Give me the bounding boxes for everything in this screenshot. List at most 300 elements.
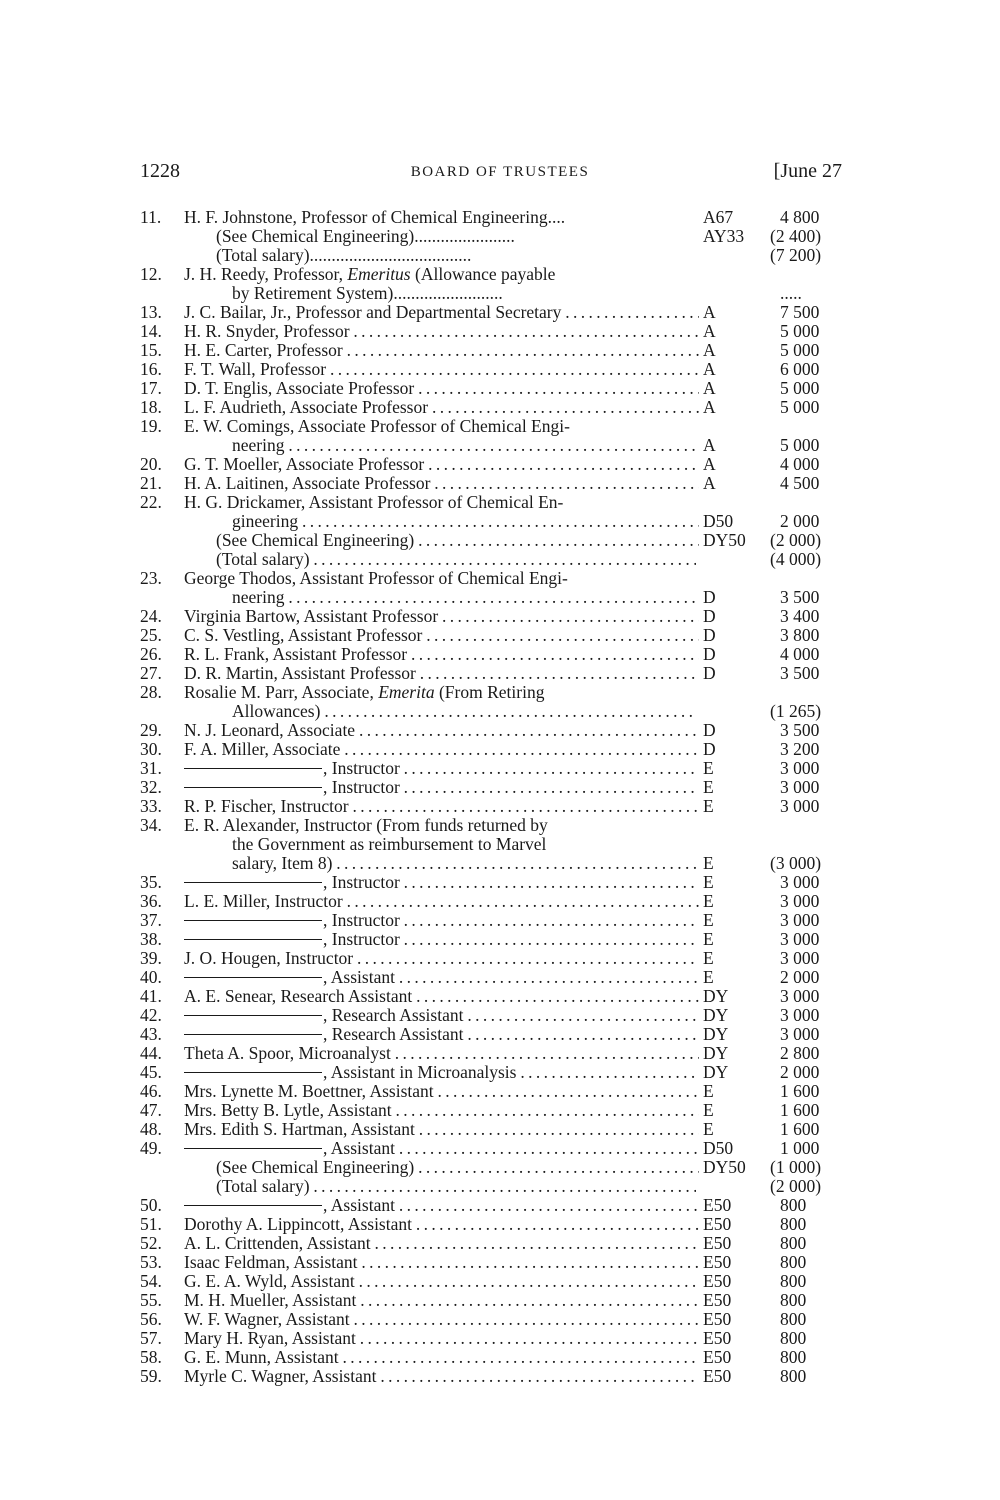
salary-amount: 5 000 <box>780 378 820 398</box>
list-item <box>140 550 860 569</box>
budget-code: E <box>703 872 714 892</box>
item-label: H. E. Carter, Professor <box>184 341 343 360</box>
salary-amount: 5 000 <box>780 435 820 455</box>
list-item <box>140 1215 860 1234</box>
list-item <box>140 1253 860 1272</box>
budget-code: A <box>703 435 716 455</box>
item-number: 28. <box>140 682 162 702</box>
budget-code: A <box>703 340 716 360</box>
item-number: 54. <box>140 1271 162 1291</box>
salary-amount: 3 000 <box>780 948 820 968</box>
item-text <box>184 1234 699 1253</box>
salary-amount: 3 500 <box>780 663 820 683</box>
item-number: 44. <box>140 1043 162 1063</box>
list-item <box>140 683 860 702</box>
item-text <box>184 626 699 645</box>
list-item <box>140 360 860 379</box>
salary-amount: (2 400) <box>770 226 822 246</box>
item-text <box>232 512 699 531</box>
budget-code: A <box>703 397 716 417</box>
budget-code: DY50 <box>703 1157 746 1177</box>
list-item <box>140 835 860 854</box>
item-text <box>184 1063 699 1082</box>
item-label: (See Chemical Engineering) <box>216 1158 415 1177</box>
list-item <box>140 1234 860 1253</box>
item-label: L. F. Audrieth, Associate Professor <box>184 398 429 417</box>
item-text <box>216 531 699 550</box>
budget-code: E50 <box>703 1252 732 1272</box>
salary-amount: (7 200) <box>770 245 822 265</box>
salary-amount: 2 800 <box>780 1043 820 1063</box>
item-number: 53. <box>140 1252 162 1272</box>
budget-code: A <box>703 378 716 398</box>
item-text <box>232 854 699 873</box>
item-text <box>184 740 699 759</box>
item-label: J. H. Reedy, Professor, Emeritus (Allowance payable <box>184 265 556 284</box>
item-text <box>184 968 699 987</box>
list-item <box>140 626 860 645</box>
item-number: 27. <box>140 663 162 683</box>
salary-amount: 1 600 <box>780 1081 820 1101</box>
salary-amount: 800 <box>780 1328 807 1348</box>
blank-name-line <box>184 920 322 921</box>
budget-code: D50 <box>703 1138 734 1158</box>
list-item <box>140 246 860 265</box>
item-label: gineering <box>232 512 299 531</box>
list-item <box>140 1006 860 1025</box>
list-item <box>140 911 860 930</box>
budget-code: E <box>703 929 714 949</box>
item-number: 20. <box>140 454 162 474</box>
list-item <box>140 607 860 626</box>
list-item <box>140 1044 860 1063</box>
list-item <box>140 531 860 550</box>
salary-amount: 3 500 <box>780 587 820 607</box>
budget-code: D <box>703 644 716 664</box>
budget-code: A <box>703 454 716 474</box>
budget-code: D <box>703 606 716 626</box>
list-item <box>140 664 860 683</box>
salary-amount: 5 000 <box>780 321 820 341</box>
salary-amount: ..... <box>780 283 802 303</box>
salary-amount: 2 000 <box>780 511 820 531</box>
item-number: 58. <box>140 1347 162 1367</box>
item-number: 16. <box>140 359 162 379</box>
item-label: E. W. Comings, Associate Professor of Chemical Engi- <box>184 417 570 436</box>
list-item <box>140 721 860 740</box>
budget-code: E50 <box>703 1366 732 1386</box>
item-label: G. E. A. Wyld, Assistant <box>184 1272 355 1291</box>
item-number: 55. <box>140 1290 162 1310</box>
item-label: , Research Assistant <box>323 1025 464 1044</box>
salary-amount: (3 000) <box>770 853 822 873</box>
salary-amount: 800 <box>780 1309 807 1329</box>
item-label: Virginia Bartow, Assistant Professor <box>184 607 439 626</box>
item-number: 51. <box>140 1214 162 1234</box>
item-label: J. O. Hougen, Instructor <box>184 949 354 968</box>
item-number: 35. <box>140 872 162 892</box>
item-label: , Assistant in Microanalysis <box>323 1063 517 1082</box>
item-text <box>184 1291 699 1310</box>
item-number: 59. <box>140 1366 162 1386</box>
item-text <box>184 398 699 417</box>
budget-code: E50 <box>703 1328 732 1348</box>
list-item <box>140 854 860 873</box>
item-text <box>184 379 699 398</box>
list-item <box>140 987 860 1006</box>
item-text <box>184 417 696 436</box>
item-label: (See Chemical Engineering)....................... <box>216 227 515 246</box>
budget-code: A <box>703 359 716 379</box>
salary-amount: 1 600 <box>780 1100 820 1120</box>
item-number: 38. <box>140 929 162 949</box>
item-number: 50. <box>140 1195 162 1215</box>
budget-code: A <box>703 473 716 493</box>
salary-amount: 4 000 <box>780 644 820 664</box>
item-number: 52. <box>140 1233 162 1253</box>
salary-amount: 5 000 <box>780 340 820 360</box>
item-number: 32. <box>140 777 162 797</box>
list-item <box>140 208 860 227</box>
item-text <box>184 778 699 797</box>
item-text <box>184 949 699 968</box>
item-number: 43. <box>140 1024 162 1044</box>
item-label: G. E. Munn, Assistant <box>184 1348 339 1367</box>
item-text <box>184 645 699 664</box>
item-text <box>184 987 699 1006</box>
item-label: J. C. Bailar, Jr., Professor and Departmental Secretary <box>184 303 562 322</box>
budget-code: DY <box>703 1062 729 1082</box>
salary-amount: 1 000 <box>780 1138 820 1158</box>
list-item <box>140 417 860 436</box>
blank-name-line <box>184 1034 322 1035</box>
budget-code: E <box>703 1100 714 1120</box>
item-number: 15. <box>140 340 162 360</box>
list-item <box>140 284 860 303</box>
budget-code: D <box>703 739 716 759</box>
budget-code: E <box>703 967 714 987</box>
list-item <box>140 873 860 892</box>
item-number: 19. <box>140 416 162 436</box>
item-text <box>184 455 699 474</box>
item-number: 26. <box>140 644 162 664</box>
salary-amount: 3 200 <box>780 739 820 759</box>
budget-code: E <box>703 948 714 968</box>
budget-code: E <box>703 1081 714 1101</box>
item-text <box>184 607 699 626</box>
item-text <box>184 208 699 227</box>
salary-amount: 2 000 <box>780 1062 820 1082</box>
salary-amount: 1 600 <box>780 1119 820 1139</box>
list-item <box>140 265 860 284</box>
item-number: 21. <box>140 473 162 493</box>
item-number: 42. <box>140 1005 162 1025</box>
list-item <box>140 493 860 512</box>
list-item <box>140 740 860 759</box>
list-item <box>140 303 860 322</box>
budget-code: DY <box>703 1024 729 1044</box>
list-item <box>140 588 860 607</box>
item-number: 48. <box>140 1119 162 1139</box>
item-text <box>184 569 696 588</box>
item-text <box>184 816 696 835</box>
item-text <box>184 1101 699 1120</box>
item-label: H. F. Johnstone, Professor of Chemical Engineering.... <box>184 208 566 227</box>
item-text <box>184 1348 699 1367</box>
item-label: H. G. Drickamer, Assistant Professor of Chemical En- <box>184 493 564 512</box>
list-item <box>140 1025 860 1044</box>
item-number: 45. <box>140 1062 162 1082</box>
item-label: by Retirement System)......................... <box>232 284 503 303</box>
item-number: 57. <box>140 1328 162 1348</box>
item-label: , Assistant <box>323 1139 395 1158</box>
salary-amount: 6 000 <box>780 359 820 379</box>
list-item <box>140 797 860 816</box>
item-number: 36. <box>140 891 162 911</box>
item-text <box>184 1329 699 1348</box>
item-text <box>184 664 699 683</box>
item-number: 22. <box>140 492 162 512</box>
list-item <box>140 1367 860 1386</box>
item-label: L. E. Miller, Instructor <box>184 892 343 911</box>
salary-amount: 7 500 <box>780 302 820 322</box>
budget-code: E <box>703 910 714 930</box>
item-label: A. E. Senear, Research Assistant <box>184 987 413 1006</box>
list-item <box>140 1082 860 1101</box>
salary-amount: 800 <box>780 1271 807 1291</box>
item-text <box>184 930 699 949</box>
item-label: salary, Item 8) <box>232 854 333 873</box>
item-text <box>216 550 696 569</box>
item-text <box>184 1215 699 1234</box>
list-item <box>140 1158 860 1177</box>
salary-amount: 3 000 <box>780 758 820 778</box>
item-text <box>184 341 699 360</box>
budget-code: D50 <box>703 511 734 531</box>
page-date: [June 27 <box>773 160 842 182</box>
salary-amount: 800 <box>780 1290 807 1310</box>
item-number: 37. <box>140 910 162 930</box>
item-text <box>184 360 699 379</box>
item-text <box>184 797 699 816</box>
budget-code: E50 <box>703 1195 732 1215</box>
item-label: George Thodos, Assistant Professor of Chemical Engi- <box>184 569 568 588</box>
item-label: D. R. Martin, Assistant Professor <box>184 664 416 683</box>
list-item <box>140 436 860 455</box>
page-number: 1228 <box>140 160 180 182</box>
item-label: R. P. Fischer, Instructor <box>184 797 349 816</box>
item-label: Theta A. Spoor, Microanalyst <box>184 1044 391 1063</box>
item-number: 13. <box>140 302 162 322</box>
list-item <box>140 455 860 474</box>
item-text <box>184 303 699 322</box>
salary-amount: 5 000 <box>780 397 820 417</box>
list-item <box>140 227 860 246</box>
list-item <box>140 702 860 721</box>
list-item <box>140 512 860 531</box>
list-item <box>140 1139 860 1158</box>
salary-amount: (2 000) <box>770 530 822 550</box>
salary-amount: 3 000 <box>780 796 820 816</box>
item-text <box>232 436 699 455</box>
page-title: BOARD OF TRUSTEES <box>410 164 590 180</box>
item-number: 40. <box>140 967 162 987</box>
item-label: A. L. Crittenden, Assistant <box>184 1234 371 1253</box>
list-item <box>140 1310 860 1329</box>
salary-amount: 800 <box>780 1366 807 1386</box>
item-number: 56. <box>140 1309 162 1329</box>
list-item <box>140 1348 860 1367</box>
item-label: G. T. Moeller, Associate Professor <box>184 455 425 474</box>
item-text <box>232 702 696 721</box>
salary-amount: 800 <box>780 1195 807 1215</box>
list-item <box>140 379 860 398</box>
blank-name-line <box>184 768 322 769</box>
item-number: 46. <box>140 1081 162 1101</box>
item-label: H. R. Snyder, Professor <box>184 322 350 341</box>
item-text <box>216 1158 699 1177</box>
item-label: M. H. Mueller, Assistant <box>184 1291 357 1310</box>
list-item <box>140 474 860 493</box>
item-text <box>184 1120 699 1139</box>
item-label: (See Chemical Engineering) <box>216 531 415 550</box>
item-label: D. T. Englis, Associate Professor <box>184 379 415 398</box>
blank-name-line <box>184 1015 322 1016</box>
budget-code: E <box>703 796 714 816</box>
item-number: 33. <box>140 796 162 816</box>
item-text <box>184 1006 699 1025</box>
salary-amount: 3 800 <box>780 625 820 645</box>
item-number: 23. <box>140 568 162 588</box>
item-label: , Assistant <box>323 968 395 987</box>
item-label: , Assistant <box>323 1196 395 1215</box>
budget-code: E50 <box>703 1233 732 1253</box>
item-label: , Instructor <box>323 911 400 930</box>
item-label: R. L. Frank, Assistant Professor <box>184 645 408 664</box>
list-item <box>140 1291 860 1310</box>
item-text <box>184 1310 699 1329</box>
budget-code: E <box>703 853 714 873</box>
salary-amount: 4 800 <box>780 207 820 227</box>
salary-amount: 3 000 <box>780 910 820 930</box>
item-number: 49. <box>140 1138 162 1158</box>
salary-amount: 3 000 <box>780 1005 820 1025</box>
item-label: , Instructor <box>323 930 400 949</box>
salary-amount: (1 000) <box>770 1157 822 1177</box>
item-label: Isaac Feldman, Assistant <box>184 1253 358 1272</box>
budget-code: E50 <box>703 1347 732 1367</box>
item-text <box>184 1082 699 1101</box>
item-label: Rosalie M. Parr, Associate, Emerita (From Retiring <box>184 683 545 702</box>
item-label: Mary H. Ryan, Assistant <box>184 1329 356 1348</box>
salary-amount: 3 000 <box>780 872 820 892</box>
item-label: F. A. Miller, Associate <box>184 740 341 759</box>
item-number: 29. <box>140 720 162 740</box>
item-text <box>184 721 699 740</box>
item-text <box>184 1044 699 1063</box>
item-text <box>184 322 699 341</box>
budget-code: A <box>703 302 716 322</box>
blank-name-line <box>184 977 322 978</box>
item-number: 30. <box>140 739 162 759</box>
list-item <box>140 569 860 588</box>
budget-code: D <box>703 625 716 645</box>
budget-code: E50 <box>703 1214 732 1234</box>
item-label: neering <box>232 436 285 455</box>
budget-code: DY50 <box>703 530 746 550</box>
budget-code: D <box>703 587 716 607</box>
salary-amount: 3 000 <box>780 1024 820 1044</box>
salary-amount: 3 000 <box>780 929 820 949</box>
list-item <box>140 759 860 778</box>
item-label: H. A. Laitinen, Associate Professor <box>184 474 431 493</box>
blank-name-line <box>184 882 322 883</box>
item-label: W. F. Wagner, Assistant <box>184 1310 350 1329</box>
item-label: (Total salary) <box>216 1177 310 1196</box>
salary-amount: 3 000 <box>780 777 820 797</box>
list-item <box>140 816 860 835</box>
budget-code: E50 <box>703 1309 732 1329</box>
list-item <box>140 1196 860 1215</box>
blank-name-line <box>184 939 322 940</box>
item-label: Mrs. Lynette M. Boettner, Assistant <box>184 1082 434 1101</box>
budget-code: E <box>703 1119 714 1139</box>
item-text <box>184 1025 699 1044</box>
budget-code: E <box>703 891 714 911</box>
salary-amount: 800 <box>780 1233 807 1253</box>
item-text <box>184 265 696 284</box>
list-item <box>140 892 860 911</box>
item-number: 14. <box>140 321 162 341</box>
salary-amount: 2 000 <box>780 967 820 987</box>
item-number: 18. <box>140 397 162 417</box>
list-item <box>140 968 860 987</box>
item-label: N. J. Leonard, Associate <box>184 721 356 740</box>
item-number: 17. <box>140 378 162 398</box>
item-text <box>216 1177 696 1196</box>
salary-amount: 800 <box>780 1347 807 1367</box>
salary-amount: 800 <box>780 1252 807 1272</box>
budget-code: DY <box>703 986 729 1006</box>
budget-code: E <box>703 777 714 797</box>
list-item <box>140 1101 860 1120</box>
salary-amount: 3 000 <box>780 891 820 911</box>
item-label: F. T. Wall, Professor <box>184 360 327 379</box>
item-number: 41. <box>140 986 162 1006</box>
salary-amount: 3 000 <box>780 986 820 1006</box>
list-item <box>140 778 860 797</box>
blank-name-line <box>184 1205 322 1206</box>
item-text <box>184 873 699 892</box>
salary-amount: (2 000) <box>770 1176 822 1196</box>
budget-code: E <box>703 758 714 778</box>
item-label: Dorothy A. Lippincott, Assistant <box>184 1215 412 1234</box>
salary-amount: 3 400 <box>780 606 820 626</box>
item-text <box>184 759 699 778</box>
item-number: 31. <box>140 758 162 778</box>
item-label: Mrs. Betty B. Lytle, Assistant <box>184 1101 392 1120</box>
item-label: neering <box>232 588 285 607</box>
salary-amount: 3 500 <box>780 720 820 740</box>
item-label: (Total salary) <box>216 550 310 569</box>
item-text <box>184 911 699 930</box>
salary-amount: 4 000 <box>780 454 820 474</box>
budget-code: DY <box>703 1005 729 1025</box>
item-number: 12. <box>140 264 162 284</box>
item-label: , Research Assistant <box>323 1006 464 1025</box>
budget-code: AY33 <box>703 226 745 246</box>
budget-code: E50 <box>703 1271 732 1291</box>
